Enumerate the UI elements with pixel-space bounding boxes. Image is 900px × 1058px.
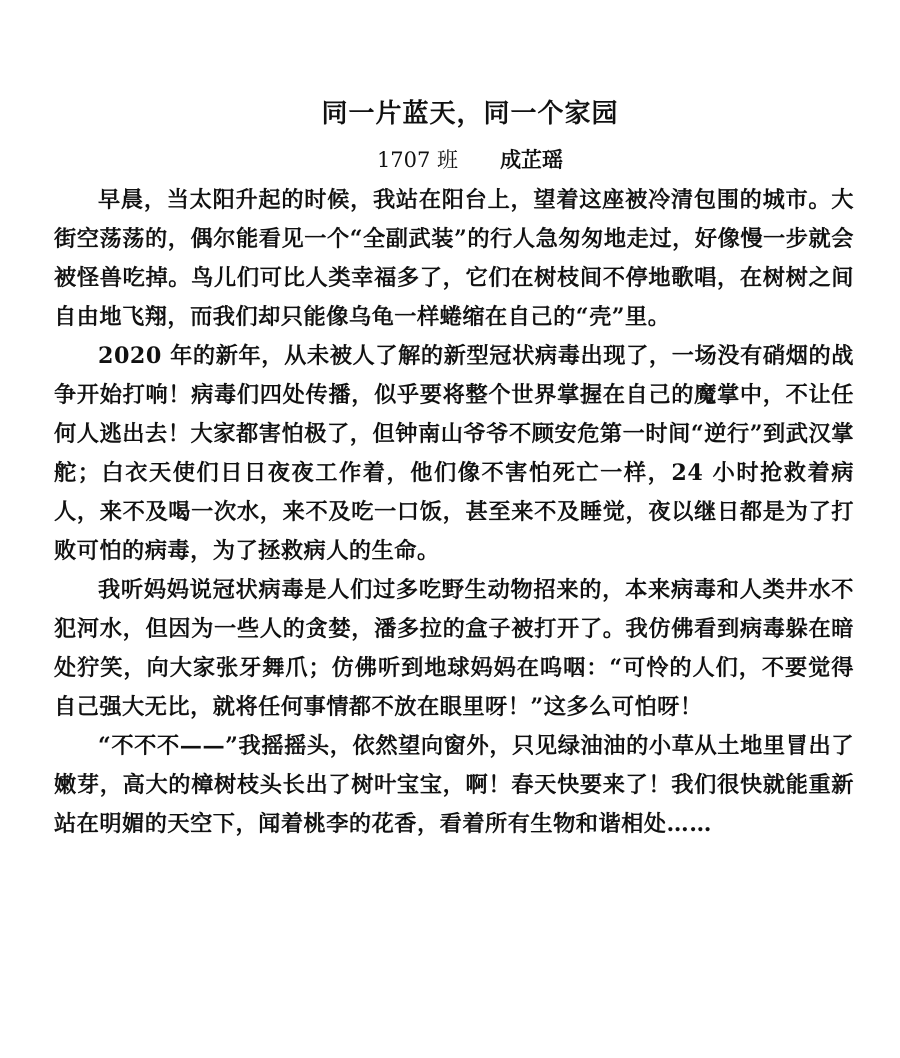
- paragraph: “不不不——”我摇摇头，依然望向窗外，只见绿油油的小草从土地里冒出了嫩芽，高大的樟树枝头长出了树叶宝宝，啊！春天快要来了！我们很快就能重新站在明媚的天空下，闻着桃李的花香，看着所有生物和谐相处……: [54, 733, 854, 837]
- paragraph: 2020 年的新年，从未被人了解的新型冠状病毒出现了，一场没有硝烟的战争开始打响！病毒们四处传播，似乎要将整个世界掌握在自己的魔掌中，不让任何人逃出去！大家都害怕极了，但钟南山爷爷不顾安危第一时间“逆行”到武汉掌舵；白衣天使们日日夜夜工作着，他们像不害怕死亡一样，24 小时抢救着病人，来不及喝一次水，来不及吃一口饭，甚至来不及睡觉，夜以继日都是为了打败可怕的病毒，为了拯救病人的生命。: [54, 343, 854, 564]
- class-label: 1707 班: [376, 148, 459, 172]
- byline: [0, 145, 900, 175]
- paragraph: 早晨，当太阳升起的时候，我站在阳台上，望着这座被冷清包围的城市。大街空荡荡的，偶尔能看见一个“全副武装”的行人急匆匆地走过，好像慢一步就会被怪兽吃掉。鸟儿们可比人类幸福多了，它们在树枝间不停地歌唱，在树树之间自由地飞翔，而我们却只能像乌龟一样蜷缩在自己的“壳”里。: [54, 187, 854, 330]
- essay-title: 同一片蓝天，同一个家园: [321, 99, 619, 129]
- paragraph: 我听妈妈说冠状病毒是人们过多吃野生动物招来的，本来病毒和人类井水不犯河水，但因为一些人的贪婪，潘多拉的盒子被打开了。我仿佛看到病毒躲在暗处狞笑，向大家张牙舞爪；仿佛听到地球妈妈在呜咽：“可怜的人们，不要觉得自己强大无比，就将任何事情都不放在眼里呀！”这多么可怕呀！: [54, 577, 854, 720]
- author-name: 成芷瑶: [500, 147, 564, 172]
- essay-body: [54, 181, 854, 844]
